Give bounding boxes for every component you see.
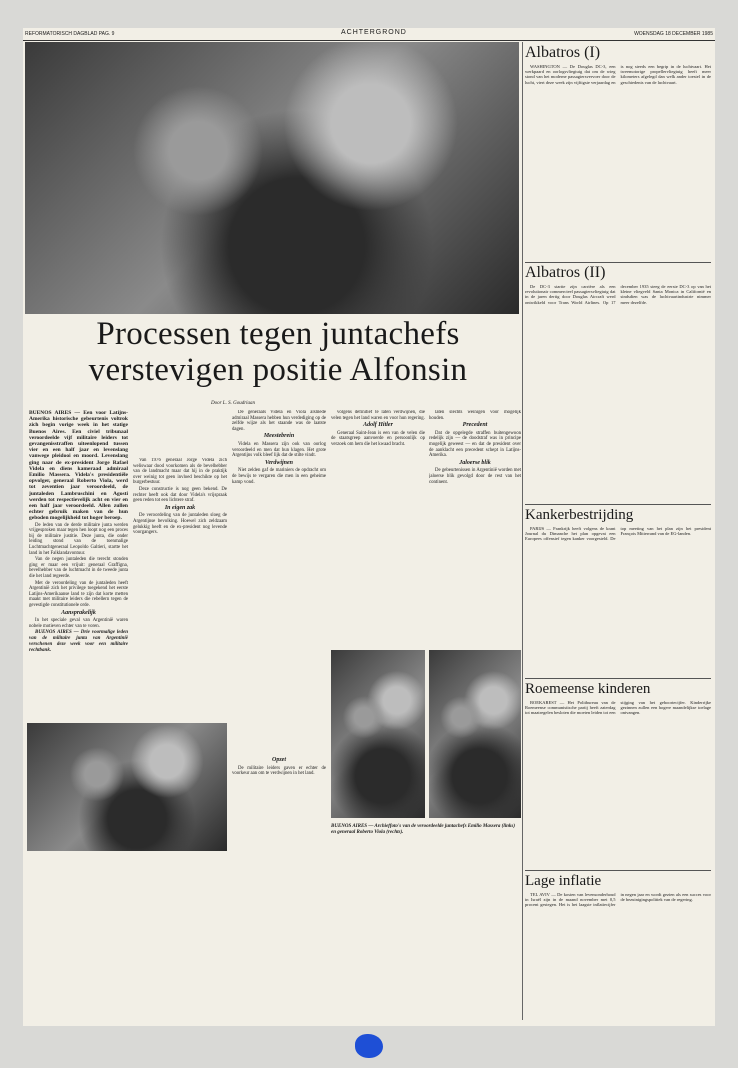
byline: Door L. S. Goudriaan — [211, 401, 256, 406]
subheading: Adolf Hitler — [363, 422, 393, 429]
sidebar-title-roemeense: Roemeense kinderen — [525, 681, 651, 697]
paragraph: Van 1976 generaal Jorge Videla zich weliswaar dood voorkomen als de bevelhebber van de landmacht maar dat hij in de praktijk over weinig tot geen invloed beschikte op het burgerbestuur. — [133, 458, 227, 486]
paragraph: Niet zelden gaf de mariniers de opdracht om de bewijs te vergaren die men in een geheime kamp vond. — [232, 468, 326, 485]
sidebar-title-albatros-1: Albatros (I) — [525, 44, 601, 61]
article-headline — [35, 316, 521, 388]
sidebar-text-albatros-2 — [525, 284, 711, 502]
paragraph: De leden van de derde militaire junta werden vrijgesproken maar tegen hen loopt nog een proces bij de militaire justitie. Deze junta, die onder leiding stond van de toenmalige Luchtmachtgeneraal Leopoldo Galtieri, startte het land in het Falklandavontuur. — [29, 522, 128, 556]
subheading: Meestebrein — [263, 433, 295, 440]
subheading: Aansprakelijk — [61, 609, 96, 616]
paragraph: Generaal Saint-Jean is een van de velen die de staatsgreep aanvoerde en persoonlijk op verzoek om hem die het kwaad bracht. — [331, 430, 425, 447]
subheading: Precedent — [462, 422, 488, 429]
paragraph: PARIJS — Frankrijk heeft volgens de krant Journal du Dimanche het plan opgevat een Europees offensief tegen kanker voorgesteld. De top meeting van het plan zijn het president François Mitterrand van de EG-landen. — [525, 526, 711, 542]
bottom-left-photo — [27, 723, 227, 851]
header-section: ACHTERGROND — [341, 29, 407, 36]
page-header — [23, 28, 715, 41]
paragraph: In het speciale geval van Argentinië waren nobele motieven echter van te voren. — [29, 618, 128, 629]
paragraph: TEL AVIV — De kosten van levensonderhoud in Israël zijn in de maand november met 0,5 procent gestegen. Het is het laagste inflatiecijfer in negen jaar en wordt gezien als een succes voor de bezuinigingspolitiek van de regering. — [525, 892, 711, 908]
sidebar-title-kanker: Kankerbestrijding — [525, 507, 634, 523]
paragraph: De DC-3 startte zijn carrière als een revolutionair commercieel passagiersvliegtuig dat in de jaren dertig door Douglas Aircraft werd ontwikkeld voor Trans World Airlines. Op 17 december 1935 steeg de eerste DC-3 op van het kleine vliegveld Santa Monica in Californië en sindsdien was de luchtvaartindustrie nimmer meer dezelfde. — [525, 284, 711, 305]
sidebar-text-inflatie — [525, 892, 711, 1020]
paragraph: WASHINGTON — De Douglas DC-3, een werkpaard en oorlogsvliegtuig dat om de wieg stond van het moderne passagiersvervoer door de lucht, viert deze week zijn vijftigste verjaardag en is nog steeds een begrip in de luchtvaart. Het tweemotorige propellervliegtuig heeft meer kilometers afgelegd dan welk ander toestel in de geschiedenis van de luchtvaart. — [525, 64, 711, 85]
divider — [525, 870, 711, 871]
subheading: In eigen zak — [164, 504, 196, 511]
subheading: Opzet — [272, 757, 286, 764]
paragraph: volgens definitief te laten verdwijnen, die velen tegen het land waren en voor hun regering. — [331, 410, 425, 421]
sidebar-title-albatros-2: Albatros (II) — [525, 264, 606, 281]
paragraph: BOEKAREST — Het Politbureau van de Roemeense communistische partij heeft zaterdag tot maatregelen besloten die moeten leiden tot een stijging van het geboortecijfer. Kinderrijke gezinnen zullen een hogere maandelijkse toelage ontvangen. — [525, 700, 711, 716]
sidebar-text-roemeense — [525, 700, 711, 868]
divider — [525, 678, 711, 679]
newspaper-page — [23, 28, 715, 1026]
article-column-2 — [133, 458, 227, 720]
sidebar-title-inflatie: Lage inflatie — [525, 873, 602, 889]
headline-line-1: Processen tegen juntachefs — [96, 316, 460, 352]
paragraph: De militaire leiders gaven er echter de voorkeur aan om te verdwijnen in het land. — [232, 765, 326, 777]
article-column-4 — [331, 410, 425, 642]
paragraph: Van de negen juntaleden die terecht stonden ging er maar een vrijuit: generaal Graffigna, bevelhebber van de luchtmacht in de tweede junta die het land regeerde. — [29, 557, 128, 579]
divider — [525, 504, 711, 505]
paragraph: Met de veroordeling van de juntaleden heeft Argentinië zich het privilege toegekend het eerste Latijns-Amerikaanse land te zijn dat korte metten maakt met militaire leiders die rebellern tegen de gevestigde constitutionele orde. — [29, 580, 128, 608]
column-divider — [522, 42, 523, 1020]
sidebar-text-kanker — [525, 526, 711, 676]
headline-line-2: verstevigen positie Alfonsin — [88, 352, 468, 388]
paragraph: Deze constructie is nog geen bekend. De rechter heeft ook dat door Videla's vrijspraak geen reden tot een lichtere straf. — [133, 486, 227, 504]
article-lead: BUENOS AIRES — Een voor Latijns-Amerika historische gebeurtenis voltrok zich begin vorige week in het statige Buenos Aires. Een civiel tribunaal veroordeelde vijf militaire leiders tot gevangenisstraffen uiteenlopend tussen vier en een half jaar en levenslang vanwege pleidooi en moord. Levenslang ging naar de ex-president Jorge Rafael Videla en diens kameraad admiraal Emilio Massera. Videla's presidentiële opvolger, generaal Roberto Viola, werd tot zeventien jaar veroordeeld, de juntaleden Lambruschini en Agosti werden tot respectievelijk acht en vier en een half jaar veroordeeld. Allen zullen echter gebruik maken van de hun geboden mogelijkheid tot hoger beroep. — [29, 410, 128, 522]
massera-photo — [331, 650, 425, 818]
photo-caption-2: BUENOS AIRES — Archieffoto's van de veroordeelde juntachefs Emilio Massera (links) en generaal Roberto Viola (rechts). — [331, 824, 515, 835]
photo-caption: BUENOS AIRES — Drie voormalige leden van de militaire junta van Argentinië verschenen deze week voor een militaire rechtbank. — [29, 630, 128, 654]
paragraph: Dat de opgelegde straffen buitengewoon redelijk zijn — de doodstraf was in principe mogelijk geweest — en dat de president over de aanklacht een precedent schept in Latijns-Amerika. — [429, 430, 521, 459]
paragraph: Videla en Massera zijn ook van oorlog veroordeeld en men dat hun klagen. Het grote Argentijns volk bleef lijk dat de stilte vindt. — [232, 441, 326, 459]
subheading: Verdwijnen — [264, 459, 293, 466]
article-column-3 — [232, 410, 326, 1020]
paragraph: De veroordeling van de juntaleden sloeg de Argentijnse bevolking. Hoewel zich zeldzaam gelukkig heeft en de ex-president nog levende voorgangers. — [133, 513, 227, 536]
ink-blot — [355, 1034, 383, 1058]
news-sidebar — [525, 42, 711, 1022]
divider — [525, 262, 711, 263]
header-left: REFORMATORISCH DAGBLAD PAG. 9 — [25, 31, 115, 37]
paragraph: laten slechts weinigen voor mogelijk houden. — [429, 410, 521, 421]
header-date: WOENSDAG 18 DECEMBER 1985 — [634, 31, 713, 37]
viola-photo — [429, 650, 521, 818]
paragraph: De gebeurtenissen in Argentinië worden met jaloerse blik gevolgd door de rest van het continent. — [429, 468, 521, 485]
subheading: Jaloerse blik — [459, 459, 491, 466]
article-column-1 — [29, 410, 128, 722]
paragraph: De generaals Videla en Viola alsmede admiraal Massera hebben hun verdediging op de zelfde wijze als het staande was de laatste dagen. — [232, 410, 326, 432]
sidebar-text-albatros-1 — [525, 64, 711, 260]
main-photo — [25, 42, 519, 314]
